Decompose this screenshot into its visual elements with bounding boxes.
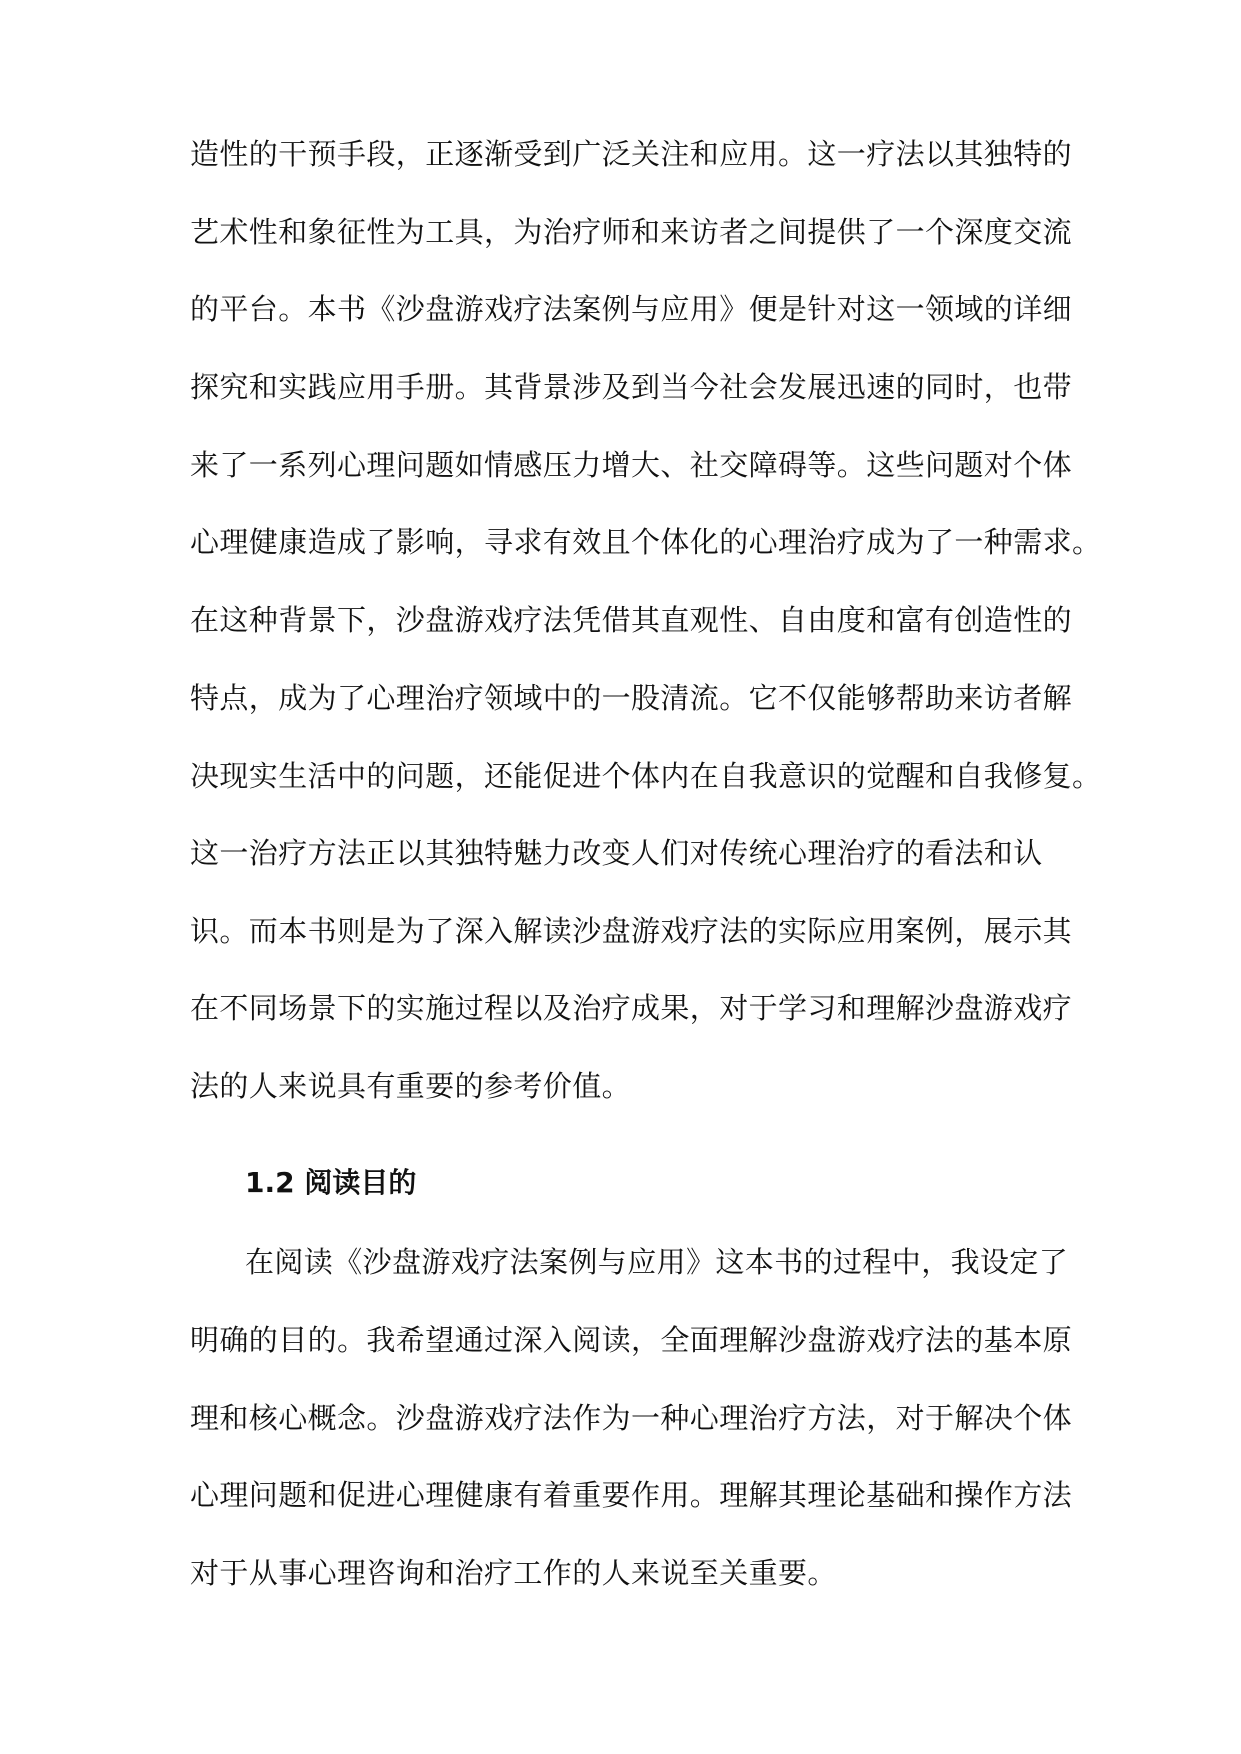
body-text-line: 的平台。本书《沙盘游戏疗法案例与应用》便是针对这一领域的详细 [190,292,1073,326]
body-text-line: 来了一系列心理问题如情感压力增大、社交障碍等。这些问题对个体 [190,448,1073,482]
body-text-line: 艺术性和象征性为工具，为治疗师和来访者之间提供了一个深度交流 [190,215,1073,249]
body-text-line: 特点，成为了心理治疗领域中的一股清流。它不仅能够帮助来访者解 [190,681,1073,715]
body-text-line: 决现实生活中的问题，还能促进个体内在自我意识的觉醒和自我修复。 [190,759,1102,793]
body-text-line: 心理问题和促进心理健康有着重要作用。理解其理论基础和操作方法 [190,1478,1073,1512]
body-text-line: 在阅读《沙盘游戏疗法案例与应用》这本书的过程中，我设定了 [245,1245,1069,1279]
body-text-line: 心理健康造成了影响，寻求有效且个体化的心理治疗成为了一种需求。 [190,525,1102,559]
body-text-line: 在不同场景下的实施过程以及治疗成果，对于学习和理解沙盘游戏疗 [190,991,1073,1025]
section-heading: 1.2 阅读目的 [245,1166,417,1199]
body-text-line: 在这种背景下，沙盘游戏疗法凭借其直观性、自由度和富有创造性的 [190,603,1073,637]
body-text-line: 识。而本书则是为了深入解读沙盘游戏疗法的实际应用案例，展示其 [190,914,1073,948]
body-text-line: 理和核心概念。沙盘游戏疗法作为一种心理治疗方法，对于解决个体 [190,1401,1073,1435]
body-text-line: 明确的目的。我希望通过深入阅读，全面理解沙盘游戏疗法的基本原 [190,1323,1073,1357]
body-text-line: 探究和实践应用手册。其背景涉及到当今社会发展迅速的同时，也带 [190,370,1073,404]
body-text-line: 造性的干预手段，正逐渐受到广泛关注和应用。这一疗法以其独特的 [190,137,1073,171]
body-text-line: 法的人来说具有重要的参考价值。 [190,1069,632,1103]
body-text-line: 对于从事心理咨询和治疗工作的人来说至关重要。 [190,1556,837,1590]
body-text-line: 这一治疗方法正以其独特魅力改变人们对传统心理治疗的看法和认 [190,836,1043,870]
